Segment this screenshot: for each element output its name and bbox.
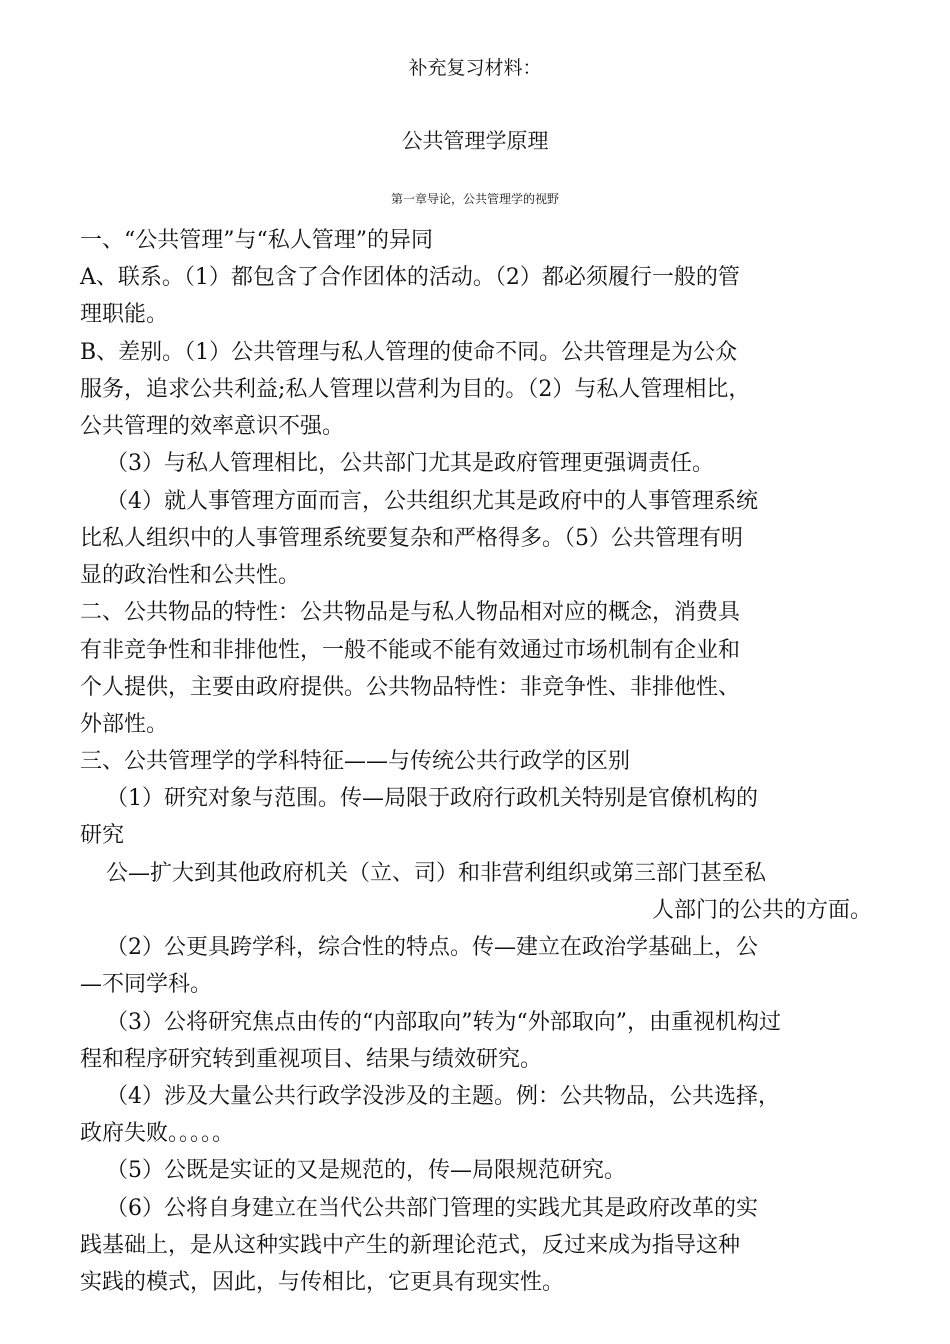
text-line: （3）与私人管理相比，公共部门尤其是政府管理更强调责任。	[106, 451, 714, 476]
text-line: B、差别。（1）公共管理与私人管理的使命不同。公共管理是为公众	[80, 340, 738, 365]
text-line: 研究	[80, 823, 125, 848]
text-line: （1）研究对象与范围。传—局限于政府行政机关特别是官僚机构的	[106, 786, 758, 811]
text-line: 服务，追求公共利益;私人管理以营利为目的。（2）与私人管理相比，	[80, 377, 751, 402]
section-heading: 一、“公共管理”与“私人管理”的异同	[80, 228, 433, 253]
text-line: （4）就人事管理方面而言，公共组织尤其是政府中的人事管理系统	[106, 489, 758, 514]
text-line: 理职能。	[80, 302, 169, 327]
text-line: 有非竞争性和非排他性，一般不能或不能有效通过市场机制有企业和	[80, 638, 741, 663]
text-line: 政府失败。。。。。	[80, 1121, 235, 1146]
subject-title: 公共管理学原理	[401, 129, 549, 153]
text-line: A、联系。（1）都包含了合作团体的活动。（2）都必须履行一般的管	[80, 265, 740, 290]
text-line: 个人提供，主要由政府提供。公共物品特性：非竞争性、非排他性、	[80, 675, 741, 700]
text-line: 比私人组织中的人事管理系统要复杂和严格得多。（5）公共管理有明	[80, 526, 743, 551]
text-line: 公—扩大到其他政府机关（立、司）和非营利组织或第三部门甚至私	[106, 861, 767, 886]
text-line: （6）公将自身建立在当代公共部门管理的实践尤其是政府改革的实	[106, 1196, 758, 1221]
text-line: 公共管理的效率意识不强。	[80, 414, 345, 439]
text-line: 实践的模式，因此，与传相比，它更具有现实性。	[80, 1270, 565, 1295]
section-heading: 二、公共物品的特性：公共物品是与私人物品相对应的概念，消费具	[80, 600, 741, 625]
chapter-heading: 第一章导论，公共管理学的视野	[390, 192, 559, 206]
text-line: 程和程序研究转到重视项目、结果与绩效研究。	[80, 1047, 543, 1072]
text-line: （5）公既是实证的又是规范的，传—局限规范研究。	[106, 1158, 626, 1183]
text-line: 践基础上，是从这种实践中产生的新理论范式，反过来成为指导这种	[80, 1233, 741, 1258]
text-line: —不同学科。	[80, 972, 213, 997]
text-line: （3）公将研究焦点由传的“内部取向”转为“外部取向”，由重视机构过	[106, 1010, 781, 1035]
text-line: 显的政治性和公共性。	[80, 563, 301, 588]
text-line: （4）涉及大量公共行政学没涉及的主题。例：公共物品，公共选择，	[106, 1084, 780, 1109]
section-heading: 三、公共管理学的学科特征——与传统公共行政学的区别	[80, 749, 631, 774]
text-line: （2）公更具跨学科，综合性的特点。传—建立在政治学基础上，公	[106, 935, 758, 960]
document-title: 补充复习材料：	[408, 57, 542, 79]
text-line: 人部门的公共的方面。	[651, 898, 872, 923]
text-line: 外部性。	[80, 712, 169, 737]
